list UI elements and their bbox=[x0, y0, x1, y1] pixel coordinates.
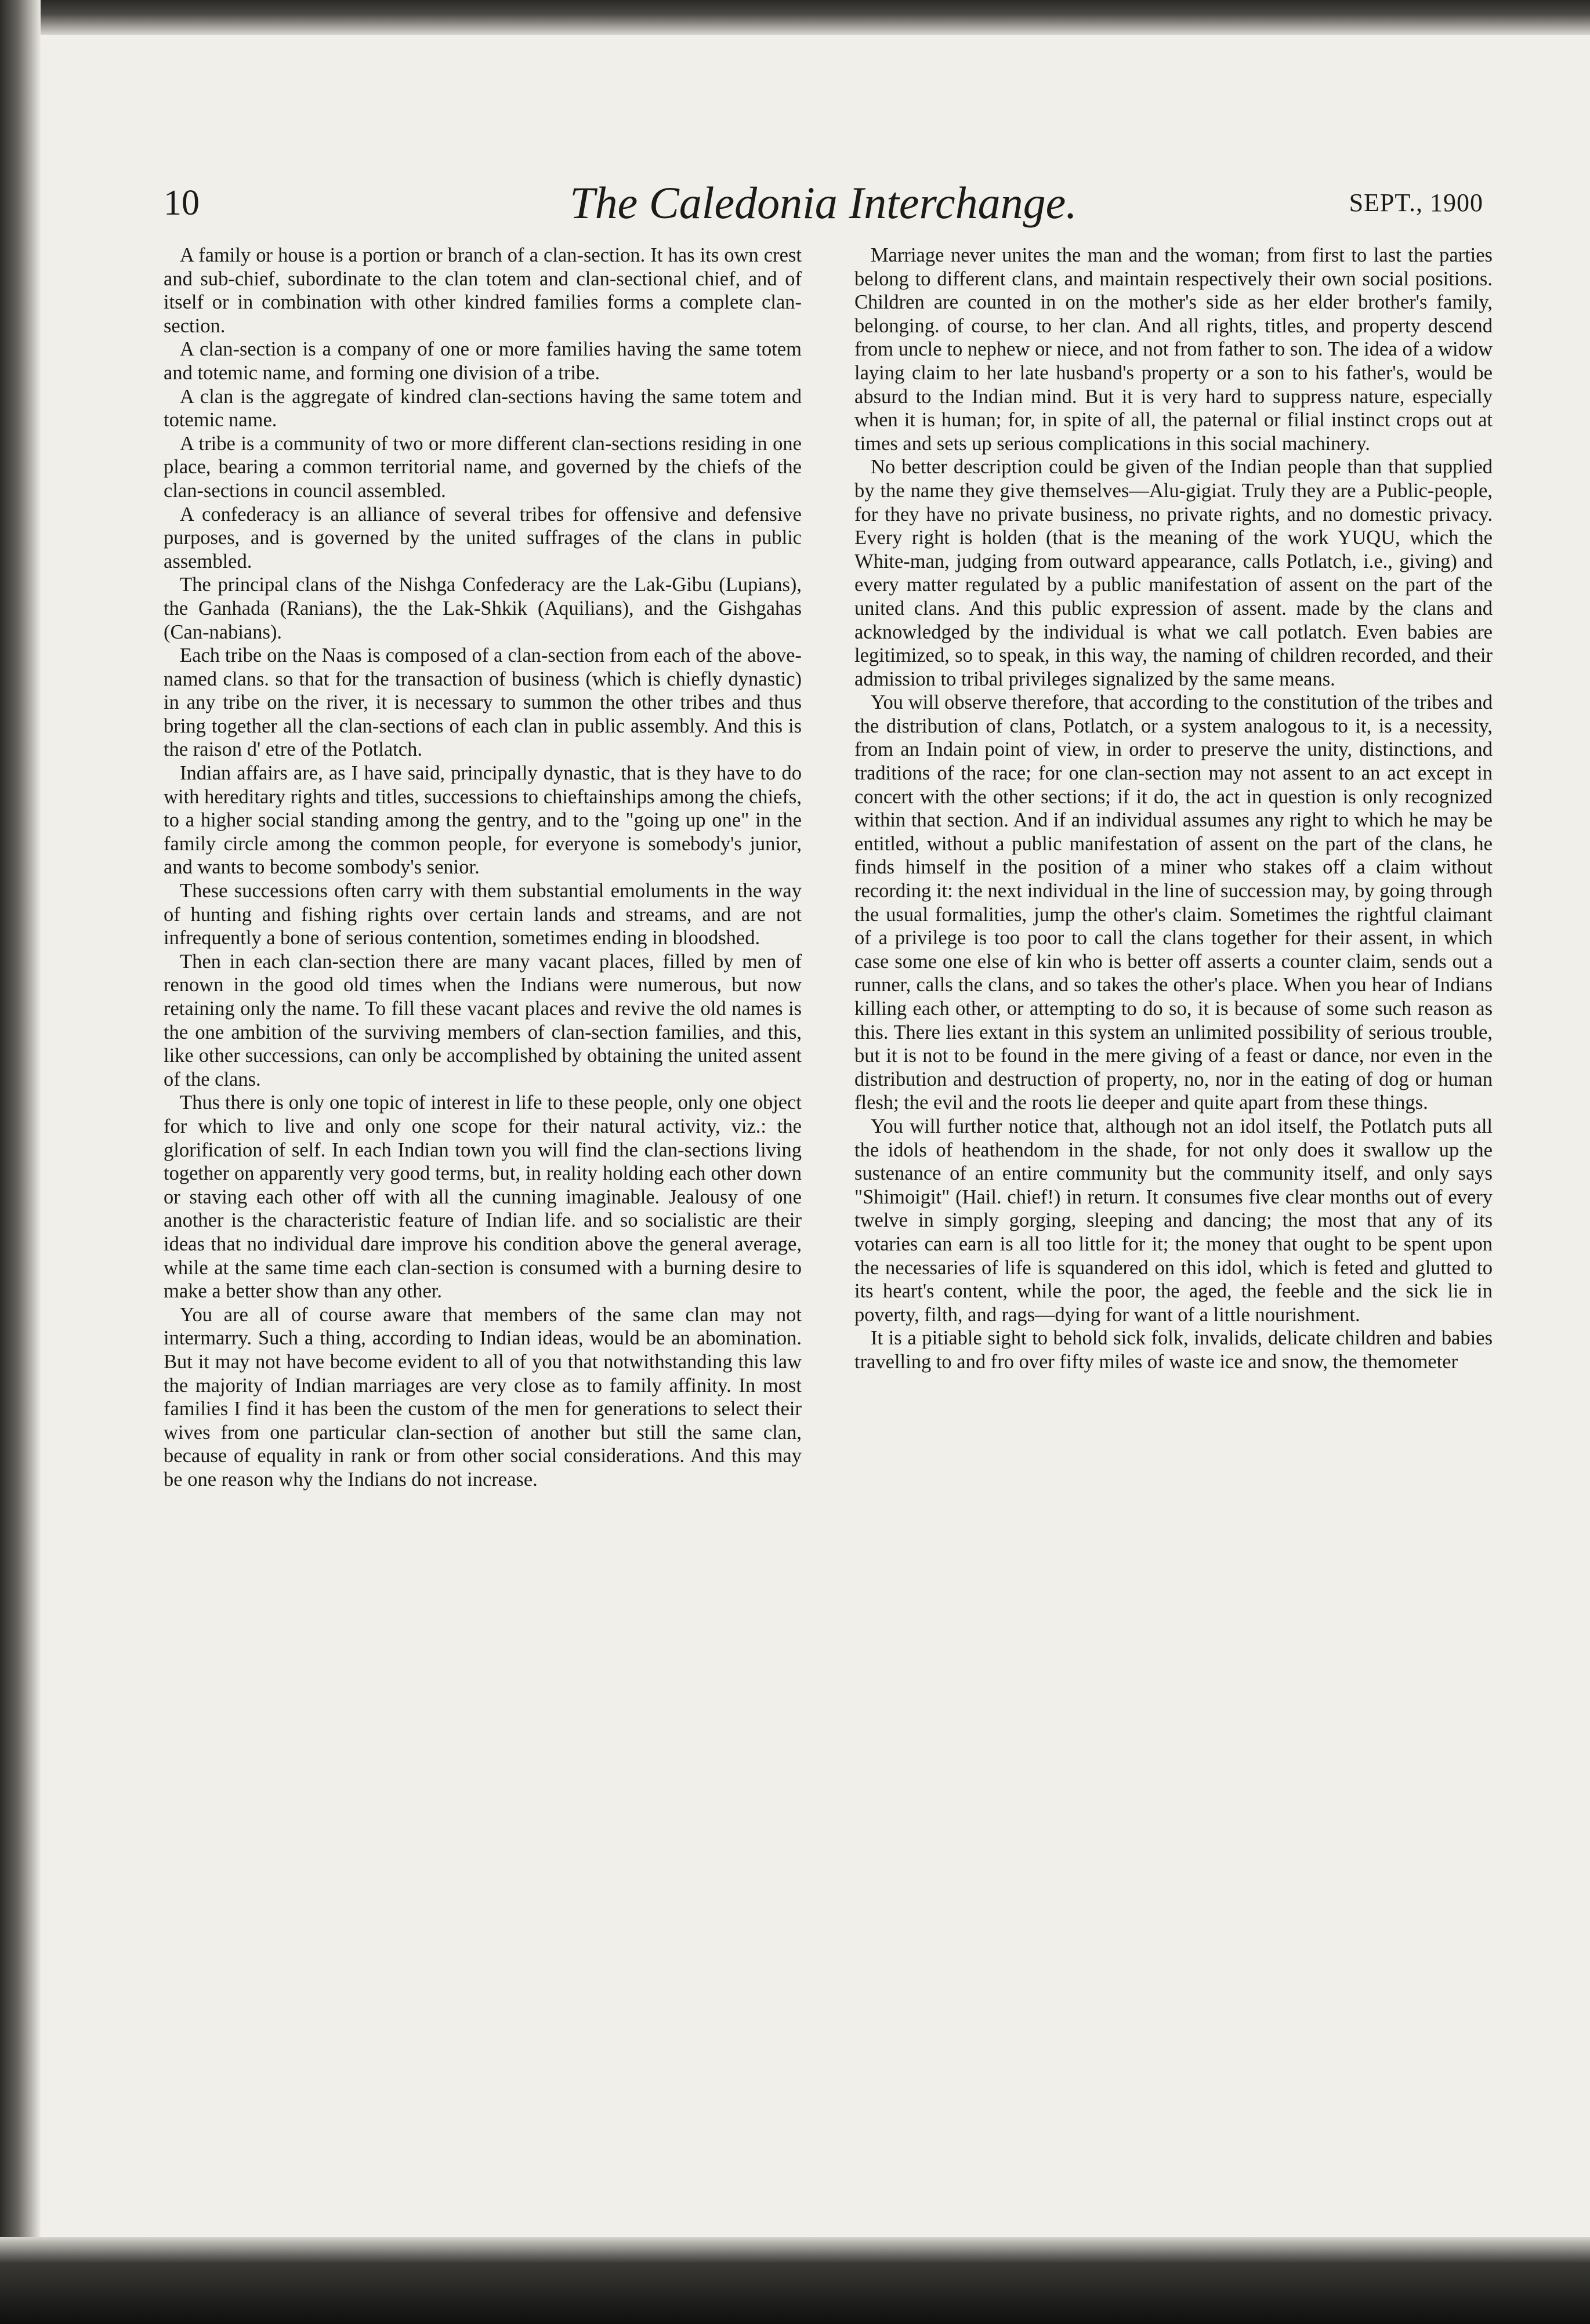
paragraph: You will further notice that, although not an idol itself, the Potlatch puts all the idols of heathendom in the shade, for not only does it swallow up the sustenance of an entire community but the community itself, and only says "Shimoigit" (Hail. chief!) in return. It consumes five clear months out of every twelve in simply gorging, sleeping and dancing; the most that any of its votaries can earn is all too little for it; the money that ought to be spent upon the necessaries of life is squandered on this idol, which is feted and glutted to its heart's content, while the poor, the aged, the feeble and the sick lie in poverty, filth, and rags—dying for want of a little nourishment. bbox=[854, 1115, 1493, 1326]
paragraph: You are all of course aware that members of the same clan may not intermarry. Such a thing, according to Indian ideas, would be an abomination. But it may not have become evident to all of you that notwithstanding this law the majority of Indian marriages are very close as to family affinity. In most families I find it has been the custom of the men for generations to select their wives from one particular clan-section of another but still the same clan, because of equality in rank or from other social considerations. And this may be one reason why the Indians do not increase. bbox=[164, 1303, 802, 1491]
paragraph: The principal clans of the Nishga Confederacy are the Lak-Gibu (Lupians), the Ganhada (Ranians), the the Lak-Shkik (Aquilians), and the Gishgahas (Can-nabians). bbox=[164, 574, 802, 643]
paragraph: Indian affairs are, as I have said, principally dynastic, that is they have to do with hereditary rights and titles, successions to chieftainships among the chiefs, to a higher social standing among the gentry, and to the "going up one" in the family circle among the common people, for everyone is somebody's junior, and wants to become sombody's senior. bbox=[164, 762, 802, 879]
scan-edge-top bbox=[0, 0, 1590, 35]
right-column bbox=[854, 244, 1493, 1374]
scan-edge-bottom bbox=[0, 2237, 1590, 2324]
paragraph: Thus there is only one topic of interest in life to these people, only one object for which to live and only one scope for their natural activity, viz.: the glorification of self. In each Indian town you will find the clan-sections living together on apparently very good terms, but, in reality holding each other down or staving each other off with all the cunning imaginable. Jealousy of one another is the characteristic feature of Indian life. and so socialistic are their ideas that no individual dare improve his condition above the general average, while at the same time each clan-section is consumed with a burning desire to make a better show than any other. bbox=[164, 1092, 802, 1303]
paragraph: A confederacy is an alliance of several tribes for offensive and defensive purposes, and is governed by the united suffrages of the clans in public assembled. bbox=[164, 503, 802, 572]
scan-edge-left bbox=[0, 0, 41, 2324]
running-title: The Caledonia Interchange. bbox=[570, 177, 1077, 228]
paragraph: A clan is the aggregate of kindred clan-sections having the same totem and totemic name. bbox=[164, 385, 802, 432]
paragraph: Marriage never unites the man and the woman; from first to last the parties belong to different clans, and maintain respectively their own social positions. Children are counted in on the mother's side as her elder brother's family, belonging. of course, to her clan. And all rights, titles, and property descend from uncle to nephew or niece, and not from father to son. The idea of a widow laying claim to her late husband's property or a son to his father's, would be absurd to the Indian mind. But it is very hard to suppress nature, especially when it is human; for, in spite of all, the paternal or filial instinct crops out at times and sets up serious complications in this social machinery. bbox=[854, 244, 1493, 455]
left-column bbox=[164, 244, 802, 1491]
paragraph: It is a pitiable sight to behold sick folk, invalids, delicate children and babies travelling to and fro over fifty miles of waste ice and snow, the themometer bbox=[854, 1327, 1493, 1373]
paragraph: You will observe therefore, that according to the constitution of the tribes and the distribution of clans, Potlatch, or a system analogous to it, is a necessity, from an Indain point of view, in order to preserve the unity, distinctions, and traditions of the race; for one clan-section may not assent to an act except in concert with the other sections; if it do, the act in question is only recognized within that section. And if an individual assumes any right to which he may be entitled, without a public manifestation of assent on the part of the clans, he finds himself in the position of a miner who stakes off a claim without recording it: the next individual in the line of succession may, by going through the usual formalities, jump the other's claim. Sometimes the rightful claimant of a privilege is too poor to call the clans together for their assent, in which case some one else of kin who is better off asserts a counter claim, sends out a runner, calls the clans, and so takes the other's place. When you hear of Indians killing each other, or attempting to do so, it is because of some such reason as this. There lies extant in this system an unlimited possibility of serious trouble, but it is not to be found in the mere giving of a feast or dance, nor even in the distribution and destruction of property, no, nor in the eating of dog or human flesh; the evil and the roots lie deeper and quite apart from these things. bbox=[854, 691, 1493, 1114]
page-number: 10 bbox=[164, 183, 200, 223]
paragraph: A family or house is a portion or branch of a clan-section. It has its own crest and sub-chief, subordinate to the clan totem and clan-sectional chief, and of itself or in combination with other kindred families forms a complete clan-section. bbox=[164, 244, 802, 337]
paragraph: Each tribe on the Naas is composed of a clan-section from each of the above-named clans. so that for the transaction of business (which is chiefly dynastic) in any tribe on the river, it is necessary to summon the other tribes and thus bring together all the clan-sections of each clan in public assembly. And this is the raison d' etre of the Potlatch. bbox=[164, 644, 802, 761]
paragraph: A clan-section is a company of one or more families having the same totem and totemic name, and forming one division of a tribe. bbox=[164, 338, 802, 384]
paragraph: Then in each clan-section there are many vacant places, filled by men of renown in the good old times when the Indians were numerous, but now retaining only the name. To fill these vacant places and revive the old names is the one ambition of the surviving members of clan-section families, and this, like other successions, can only be accomplished by obtaining the united assent of the clans. bbox=[164, 950, 802, 1090]
page-header bbox=[164, 174, 1483, 238]
paragraph: A tribe is a community of two or more different clan-sections residing in one place, bearing a common territorial name, and governed by the chiefs of the clan-sections in council assembled. bbox=[164, 432, 802, 502]
paragraph: No better description could be given of the Indian people than that supplied by the name they give themselves—Alu-gigiat. Truly they are a Public-people, for they have no private business, no private rights, and no domestic privacy. Every right is holden (that is the meaning of the work YUQU, which the White-man, judging from outward appearance, calls Potlatch, i.e., giving) and every matter regulated by a public manifestation of assent on the part of the united clans. And this public expression of assent. made by the clans and acknowledged by the individual is what we call potlatch. Even babies are legitimized, so to speak, in this way, the naming of children recorded, and their admission to tribal privileges signalized by the same means. bbox=[854, 456, 1493, 690]
issue-date: SEPT., 1900 bbox=[1349, 188, 1483, 217]
paragraph: These successions often carry with them substantial emoluments in the way of hunting and fishing rights over certain lands and streams, and are not infrequently a bone of serious contention, sometimes ending in bloodshed. bbox=[164, 880, 802, 949]
